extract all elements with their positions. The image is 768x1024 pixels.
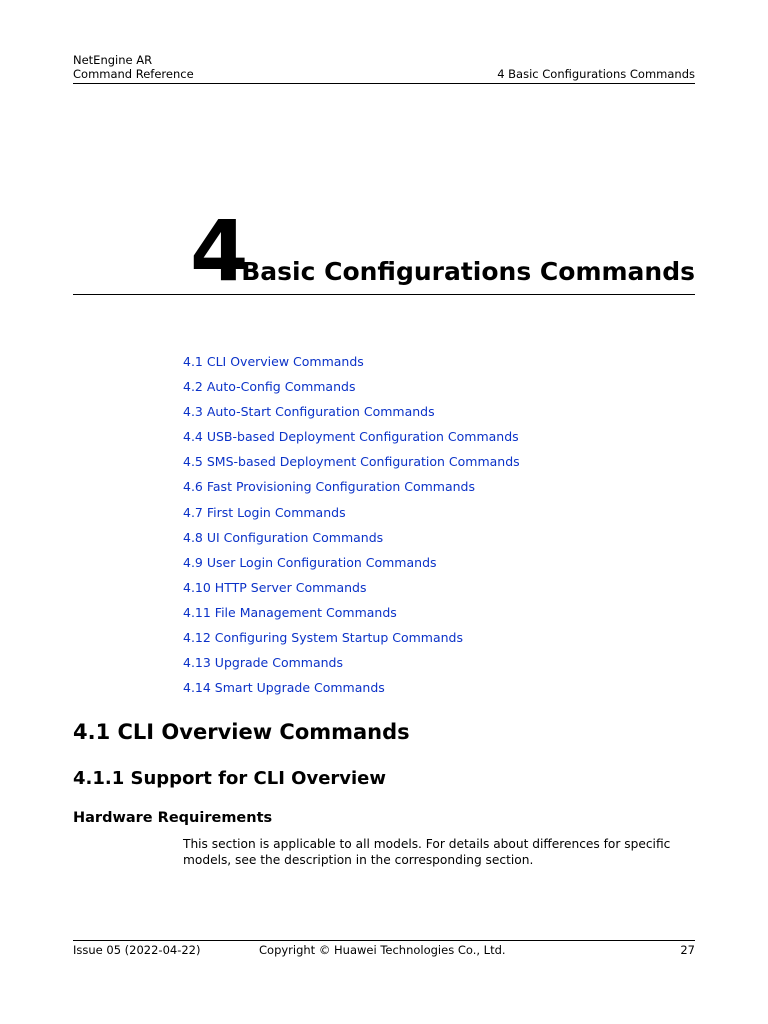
toc-link-4-3[interactable]: 4.3 Auto-Start Configuration Commands xyxy=(183,404,435,420)
toc-item xyxy=(183,503,520,528)
toc-link-4-5[interactable]: 4.5 SMS-based Deployment Configuration Commands xyxy=(183,454,520,470)
toc-item xyxy=(183,402,520,427)
subsection-title: 4.1.1 Support for CLI Overview xyxy=(73,768,387,789)
page-header xyxy=(73,53,695,84)
toc-item xyxy=(183,452,520,477)
footer-issue: Issue 05 (2022-04-22) xyxy=(73,943,201,957)
body-paragraph: This section is applicable to all models. For details about differences for specific models, see the description in the corresponding section. xyxy=(183,837,671,867)
toc-item xyxy=(183,628,520,653)
toc-link-4-12[interactable]: 4.12 Configuring System Startup Commands xyxy=(183,630,463,646)
toc-item xyxy=(183,352,520,377)
footer-copyright: Copyright © Huawei Technologies Co., Ltd. xyxy=(259,943,506,957)
toc-link-4-2[interactable]: 4.2 Auto-Config Commands xyxy=(183,379,356,395)
toc-item xyxy=(183,553,520,578)
toc-link-4-13[interactable]: 4.13 Upgrade Commands xyxy=(183,655,343,671)
toc-link-4-4[interactable]: 4.4 USB-based Deployment Configuration Commands xyxy=(183,429,519,445)
toc-link-4-8[interactable]: 4.8 UI Configuration Commands xyxy=(183,529,384,545)
toc-item xyxy=(183,653,520,678)
hardware-requirements-heading: Hardware Requirements xyxy=(73,810,273,826)
header-doc-type: Command Reference xyxy=(73,67,194,81)
chapter-title-block xyxy=(73,202,695,300)
section-title: 4.1 CLI Overview Commands xyxy=(73,720,410,744)
toc-item xyxy=(183,578,520,603)
chapter-number: 4 xyxy=(190,202,249,300)
header-chapter: 4 Basic Configurations Commands xyxy=(497,67,695,81)
chapter-title: Basic Configurations Commands xyxy=(241,257,695,286)
header-product: NetEngine AR xyxy=(73,53,153,67)
table-of-contents xyxy=(183,352,520,703)
page-number: 27 xyxy=(680,943,695,957)
toc-link-4-7[interactable]: 4.7 First Login Commands xyxy=(183,504,346,520)
toc-link-4-1[interactable]: 4.1 CLI Overview Commands xyxy=(183,354,364,369)
toc-link-4-6[interactable]: 4.6 Fast Provisioning Configuration Commands xyxy=(183,479,476,495)
header-left xyxy=(73,53,194,81)
toc-link-4-11[interactable]: 4.11 File Management Commands xyxy=(183,604,397,620)
toc-item xyxy=(183,427,520,452)
toc-item xyxy=(183,377,520,402)
page-footer xyxy=(73,940,695,961)
toc-item xyxy=(183,477,520,502)
toc-item xyxy=(183,678,520,703)
toc-link-4-10[interactable]: 4.10 HTTP Server Commands xyxy=(183,579,367,595)
toc-item xyxy=(183,603,520,628)
toc-link-4-14[interactable]: 4.14 Smart Upgrade Commands xyxy=(183,680,385,696)
toc-item xyxy=(183,528,520,553)
toc-link-4-9[interactable]: 4.9 User Login Configuration Commands xyxy=(183,554,437,570)
